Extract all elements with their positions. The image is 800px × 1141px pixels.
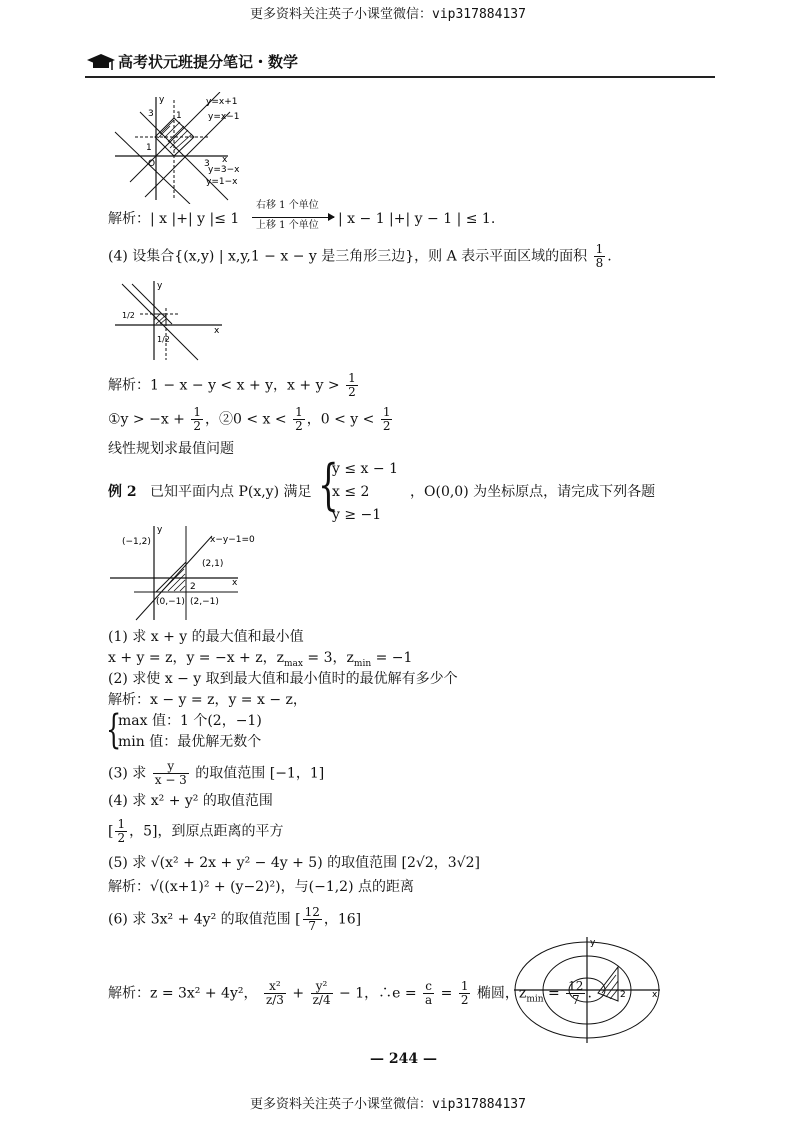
fig1-label-y3mx: y=3−x (208, 165, 240, 175)
header-title: 高考状元班提分笔记・数学 (118, 53, 299, 71)
fraction-q4: $\frac{1}{2}$ (117, 817, 126, 845)
fraction-b: $\frac{\text{y²}}{z/4}$ (312, 979, 331, 1007)
fig1-label-yxm1: y=x−1 (208, 112, 240, 122)
fig1-label-x: x (222, 155, 228, 165)
question-2: (2) 求使 x − y 取到最大值和最小值时的最优解有多少个 (108, 671, 458, 687)
figure-triangle-region (110, 278, 230, 362)
fig1-label-origin: O (148, 159, 156, 169)
fig1-label-y1mx: y=1−x (206, 177, 238, 187)
fraction-e: $\frac{12}{7}$ (568, 979, 584, 1007)
watermark-bottom: 更多资料关注英子小课堂微信：vip317884137 (250, 1097, 526, 1112)
example-2-tail: ，O(0,0) 为坐标原点，请完成下列各题 (410, 484, 656, 500)
fig1-label-one-left: 1 (146, 143, 152, 153)
constraint-2: x ≤ 2 (332, 484, 370, 500)
fig3-label-x: x (232, 578, 238, 588)
answer-1: x + y = z，y = −x + z，$z_{max} = 3$，$z_{min} = -1$ (108, 650, 413, 669)
page-number: — 244 — (370, 1051, 437, 1067)
fig2-label-half-left: 1/2 (122, 311, 135, 320)
figure-lines-region (110, 92, 270, 204)
header-rule (85, 76, 715, 78)
fig4-label-two: 2 (620, 990, 626, 1000)
fraction-1: $\frac{1}{2}$ (193, 405, 201, 433)
fig3-label-line: x−y−1=0 (210, 535, 255, 545)
fig2-label-half-bottom: 1/2 (157, 335, 170, 344)
fraction-a: $\frac{\text{x²}}{z/3}$ (265, 979, 284, 1007)
example-2-intro: 已知平面内点 P(x,y) 满足 (150, 484, 312, 500)
fraction-slope: $\frac{y}{x - 3}$ (154, 759, 187, 787)
question-1: (1) 求 x + y 的最大值和最小值 (108, 629, 304, 645)
arrow-head-icon (328, 213, 335, 221)
question-6: (6) 求 3x² + 4y² 的取值范围 [ $\frac{12}{7}$ ，16] (108, 905, 362, 933)
answer-5: 解析：√((x+1)² + (y−2)²)，与(−1,2) 点的距离 (108, 879, 414, 895)
fig1-label-y: y (159, 95, 165, 105)
fraction-2: $\frac{1}{2}$ (295, 405, 303, 433)
fig3-label-two: 2 (190, 582, 196, 592)
fraction-c: $\frac{c}{a}$ (425, 979, 433, 1007)
fraction-area: $\frac{1}{8}$ (595, 242, 604, 270)
fig3-label-p3: (0,−1) (156, 597, 185, 607)
fig1-label-three-bottom: 3 (204, 159, 210, 169)
fraction-q6: $\frac{12}{7}$ (304, 905, 320, 933)
watermark-top: 更多资料关注英子小课堂微信：vip317884137 (250, 7, 526, 22)
figure-feasible-region (106, 522, 276, 622)
analysis-shift-prefix: 解析：| x |+| y |≤ 1 (108, 211, 240, 227)
fraction-half: $\frac{1}{2}$ (348, 371, 356, 399)
left-brace-2: { (106, 707, 122, 753)
question-3: (3) 求 $\frac{y}{x - 3}$ 的取值范围 [−1，1] (108, 759, 325, 787)
left-brace: { (318, 453, 339, 516)
section-heading: 线性规划求最值问题 (108, 441, 234, 457)
analysis-4-text: 解析：1 − x − y < x + y，x + y > (108, 377, 340, 394)
fraction-d: $\frac{1}{2}$ (460, 979, 469, 1007)
question-5: (5) 求 √(x² + 2x + y² − 4y + 5) 的取值范围 [2√2，3√2] (108, 855, 480, 871)
constraint-3: y ≥ −1 (332, 507, 382, 523)
fig3-label-p4: (2,−1) (190, 597, 219, 607)
answer-4: [ $\frac{1}{2}$ ，5]，到原点距离的平方 (108, 817, 284, 845)
fraction-3: $\frac{1}{2}$ (382, 405, 391, 433)
answer-2-min: min 值：最优解无数个 (118, 734, 262, 750)
conditions-line: ①y > −x + $\frac{1}{2}$ ，②0 < x < $\frac{1}{2}$ ，0 < y < $\frac{1}{2}$ (108, 405, 391, 433)
arrow-bottom-label: 上移 1 个单位 (256, 220, 319, 231)
fig3-label-y: y (157, 525, 163, 535)
fig1-label-yx1: y=x+1 (206, 97, 238, 107)
fig4-label-y: y (590, 938, 596, 948)
fig1-label-one-top: 1 (176, 111, 182, 121)
answer-2: 解析：x − y = z，y = x − z， (108, 692, 307, 708)
fig2-label-x: x (214, 326, 220, 336)
answer-6: 解析：z = 3x² + 4y²， $\frac{\text{x²}}{z/3}$ + $\frac{\text{y²}}{z/4}$ − 1，∴e = $\frac{c}{a}$ = $\frac{1}{2}$ 椭圆，$z_{min}$ = $\frac{12}{7}$ . (108, 979, 592, 1007)
fig3-label-p1: (−1,2) (122, 537, 151, 547)
analysis-4 (108, 372, 360, 399)
fig3-label-p2: (2,1) (202, 559, 224, 569)
graduation-cap-icon (86, 52, 116, 74)
figure-ellipse (512, 935, 662, 1045)
analysis-shift-suffix: | x − 1 |+| y − 1 | ≤ 1. (338, 211, 496, 227)
example-2-label: 例 2 (108, 484, 137, 500)
answer-2-max: max 值：1 个(2，−1) (118, 713, 262, 729)
question-4: (4) 求 x² + y² 的取值范围 (108, 793, 273, 809)
fig2-label-y: y (157, 281, 163, 291)
right-arrow-icon (252, 217, 334, 218)
constraint-1: y ≤ x − 1 (332, 461, 398, 477)
arrow-top-label: 右移 1 个单位 (256, 200, 319, 211)
fig4-label-x: x (652, 990, 658, 1000)
question-4-set: (4) 设集合{(x,y) | x,y,1 − x − y 是三角形三边}，则 A 表示平面区域的面积 $\frac{1}{8}$ . (108, 242, 612, 270)
fig1-label-three-left: 3 (148, 109, 154, 119)
question-4-text: (4) 设集合{(x,y) | x,y,1 − x − y 是三角形三边}，则 A 表示平面区域的面积 (108, 248, 588, 265)
